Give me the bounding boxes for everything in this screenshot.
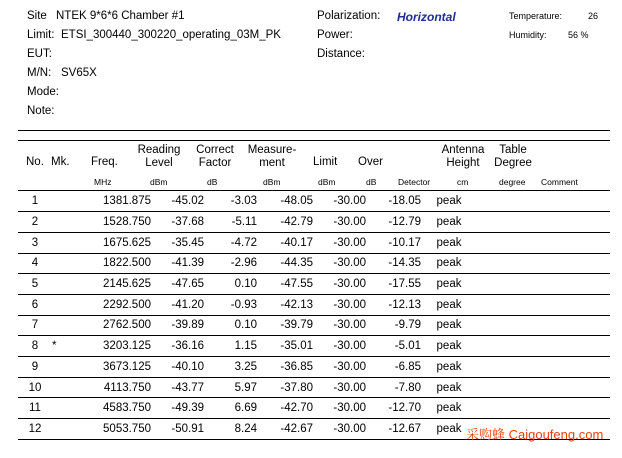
row-over: -12.79 (366, 212, 421, 233)
row-reading-level: -40.10 (151, 357, 204, 378)
row-measurement: -47.55 (257, 274, 313, 295)
row-limit: -30.00 (313, 191, 366, 212)
col-limit: Limit (313, 156, 338, 168)
row-frequency: 3673.125 (68, 357, 151, 378)
row-measurement: -37.80 (257, 377, 313, 398)
row-empty-cells (477, 336, 610, 357)
distance-label: Distance: (317, 48, 365, 60)
row-detector: peak (421, 253, 477, 274)
row-reading-level: -47.65 (151, 274, 204, 295)
row-number: 3 (18, 232, 52, 253)
row-reading-level: -37.68 (151, 212, 204, 233)
table-row (18, 315, 610, 336)
row-empty-cells (477, 212, 610, 233)
row-detector: peak (421, 315, 477, 336)
col-antenna-height: Antenna Height (441, 144, 485, 169)
unit-height: cm (457, 177, 469, 187)
row-empty-cells (477, 191, 610, 212)
row-correct-factor: 6.69 (204, 398, 257, 419)
note-label: Note: (27, 105, 55, 117)
row-frequency: 2292.500 (68, 294, 151, 315)
row-correct-factor: -0.93 (204, 294, 257, 315)
row-over: -18.05 (366, 191, 421, 212)
watermark: 采购蜂 Caigoufeng.com (466, 427, 604, 442)
row-frequency: 4113.750 (68, 377, 151, 398)
col-reading-level: Reading Level (137, 144, 181, 169)
mn-value: SV65X (61, 67, 97, 79)
table-row (18, 253, 610, 274)
row-marker (52, 294, 68, 315)
row-over: -17.55 (366, 274, 421, 295)
row-marker (52, 253, 68, 274)
row-over: -9.79 (366, 315, 421, 336)
humidity-label: Humidity: (509, 30, 547, 40)
row-limit: -30.00 (313, 336, 366, 357)
row-reading-level: -43.77 (151, 377, 204, 398)
row-correct-factor: 8.24 (204, 419, 257, 440)
row-measurement: -42.67 (257, 419, 313, 440)
row-frequency: 1822.500 (68, 253, 151, 274)
row-over: -14.35 (366, 253, 421, 274)
row-frequency: 2145.625 (68, 274, 151, 295)
row-empty-cells (477, 253, 610, 274)
row-over: -7.80 (366, 377, 421, 398)
row-frequency: 4583.750 (68, 398, 151, 419)
polarization-value: Horizontal (397, 10, 456, 24)
row-marker: * (52, 336, 68, 357)
row-detector: peak (421, 294, 477, 315)
row-measurement: -42.79 (257, 212, 313, 233)
row-empty-cells (477, 315, 610, 336)
col-freq: Freq. (91, 156, 118, 168)
row-reading-level: -49.39 (151, 398, 204, 419)
table-row (18, 212, 610, 233)
row-detector: peak (421, 377, 477, 398)
row-over: -5.01 (366, 336, 421, 357)
row-number: 7 (18, 315, 52, 336)
row-correct-factor: -5.11 (204, 212, 257, 233)
row-correct-factor: 3.25 (204, 357, 257, 378)
row-detector: peak (421, 274, 477, 295)
col-measurement: Measure- ment (247, 144, 297, 169)
row-measurement: -42.70 (257, 398, 313, 419)
table-row (18, 294, 610, 315)
row-correct-factor: 0.10 (204, 274, 257, 295)
row-marker (52, 377, 68, 398)
row-measurement: -48.05 (257, 191, 313, 212)
row-number: 8 (18, 336, 52, 357)
row-number: 12 (18, 419, 52, 440)
row-over: -12.67 (366, 419, 421, 440)
row-empty-cells (477, 274, 610, 295)
table-row (18, 357, 610, 378)
row-correct-factor: 0.10 (204, 315, 257, 336)
row-limit: -30.00 (313, 315, 366, 336)
row-detector: peak (421, 336, 477, 357)
header-divider (18, 130, 610, 131)
row-limit: -30.00 (313, 377, 366, 398)
row-detector: peak (421, 357, 477, 378)
row-marker (52, 232, 68, 253)
row-reading-level: -50.91 (151, 419, 204, 440)
row-number: 1 (18, 191, 52, 212)
table-row (18, 232, 610, 253)
power-label: Power: (317, 29, 353, 41)
polarization-label: Polarization: (317, 10, 381, 22)
row-empty-cells (477, 377, 610, 398)
unit-limit: dBm (318, 177, 336, 187)
row-number: 6 (18, 294, 52, 315)
row-measurement: -44.35 (257, 253, 313, 274)
row-reading-level: -39.89 (151, 315, 204, 336)
row-empty-cells (477, 294, 610, 315)
row-reading-level: -41.39 (151, 253, 204, 274)
site-label: Site (27, 10, 47, 22)
row-limit: -30.00 (313, 212, 366, 233)
measurement-table (18, 191, 610, 440)
row-measurement: -36.85 (257, 357, 313, 378)
col-table-degree: Table Degree (494, 144, 532, 169)
row-correct-factor: -2.96 (204, 253, 257, 274)
row-frequency: 3203.125 (68, 336, 151, 357)
row-limit: -30.00 (313, 294, 366, 315)
table-top-rule (18, 140, 610, 141)
row-measurement: -40.17 (257, 232, 313, 253)
eut-label: EUT: (27, 48, 52, 60)
row-detector: peak (421, 191, 477, 212)
row-detector: peak (421, 419, 477, 440)
row-number: 2 (18, 212, 52, 233)
row-frequency: 5053.750 (68, 419, 151, 440)
row-reading-level: -41.20 (151, 294, 204, 315)
row-frequency: 2762.500 (68, 315, 151, 336)
table-row (18, 191, 610, 212)
row-marker (52, 212, 68, 233)
humidity-value: 56 % (568, 30, 589, 40)
row-correct-factor: -4.72 (204, 232, 257, 253)
row-over: -10.17 (366, 232, 421, 253)
row-measurement: -42.13 (257, 294, 313, 315)
row-over: -12.70 (366, 398, 421, 419)
temperature-label: Temperature: (509, 11, 563, 21)
unit-reading: dBm (150, 177, 168, 187)
unit-over: dB (366, 177, 377, 187)
row-marker (52, 274, 68, 295)
unit-degree: degree (499, 177, 526, 187)
row-marker (52, 398, 68, 419)
limit-label: Limit: (27, 29, 55, 41)
row-frequency: 1381.875 (68, 191, 151, 212)
row-number: 5 (18, 274, 52, 295)
temperature-value: 26 (588, 11, 599, 21)
col-correct-factor: Correct Factor (196, 144, 234, 169)
table-row (18, 336, 610, 357)
row-over: -12.13 (366, 294, 421, 315)
row-limit: -30.00 (313, 253, 366, 274)
col-no: No. (26, 156, 44, 168)
row-frequency: 1528.750 (68, 212, 151, 233)
row-detector: peak (421, 212, 477, 233)
row-limit: -30.00 (313, 357, 366, 378)
row-reading-level: -36.16 (151, 336, 204, 357)
row-empty-cells (477, 398, 610, 419)
row-number: 9 (18, 357, 52, 378)
row-limit: -30.00 (313, 274, 366, 295)
row-empty-cells (477, 232, 610, 253)
row-detector: peak (421, 398, 477, 419)
row-detector: peak (421, 232, 477, 253)
site-value: NTEK 9*6*6 Chamber #1 (56, 10, 185, 22)
limit-value: ETSI_300440_300220_operating_03M_PK (61, 29, 281, 41)
row-limit: -30.00 (313, 398, 366, 419)
row-marker (52, 419, 68, 440)
mode-label: Mode: (27, 86, 59, 98)
table-row (18, 398, 610, 419)
row-limit: -30.00 (313, 419, 366, 440)
row-reading-level: -45.02 (151, 191, 204, 212)
unit-measure: dBm (263, 177, 281, 187)
unit-comment: Comment (541, 177, 578, 187)
unit-freq: MHz (94, 177, 112, 187)
row-over: -6.85 (366, 357, 421, 378)
row-correct-factor: -3.03 (204, 191, 257, 212)
row-number: 4 (18, 253, 52, 274)
row-frequency: 1675.625 (68, 232, 151, 253)
col-mk: Mk. (51, 156, 70, 168)
row-marker (52, 191, 68, 212)
table-row (18, 377, 610, 398)
unit-detector: Detector (398, 177, 431, 187)
row-number: 10 (18, 377, 52, 398)
row-limit: -30.00 (313, 232, 366, 253)
row-reading-level: -35.45 (151, 232, 204, 253)
table-row (18, 274, 610, 295)
row-correct-factor: 5.97 (204, 377, 257, 398)
mn-label: M/N: (27, 67, 52, 79)
row-marker (52, 315, 68, 336)
unit-correct: dB (207, 177, 218, 187)
row-measurement: -39.79 (257, 315, 313, 336)
row-number: 11 (18, 398, 52, 419)
row-empty-cells (477, 357, 610, 378)
row-correct-factor: 1.15 (204, 336, 257, 357)
col-over: Over (358, 156, 383, 168)
row-marker (52, 357, 68, 378)
row-measurement: -35.01 (257, 336, 313, 357)
